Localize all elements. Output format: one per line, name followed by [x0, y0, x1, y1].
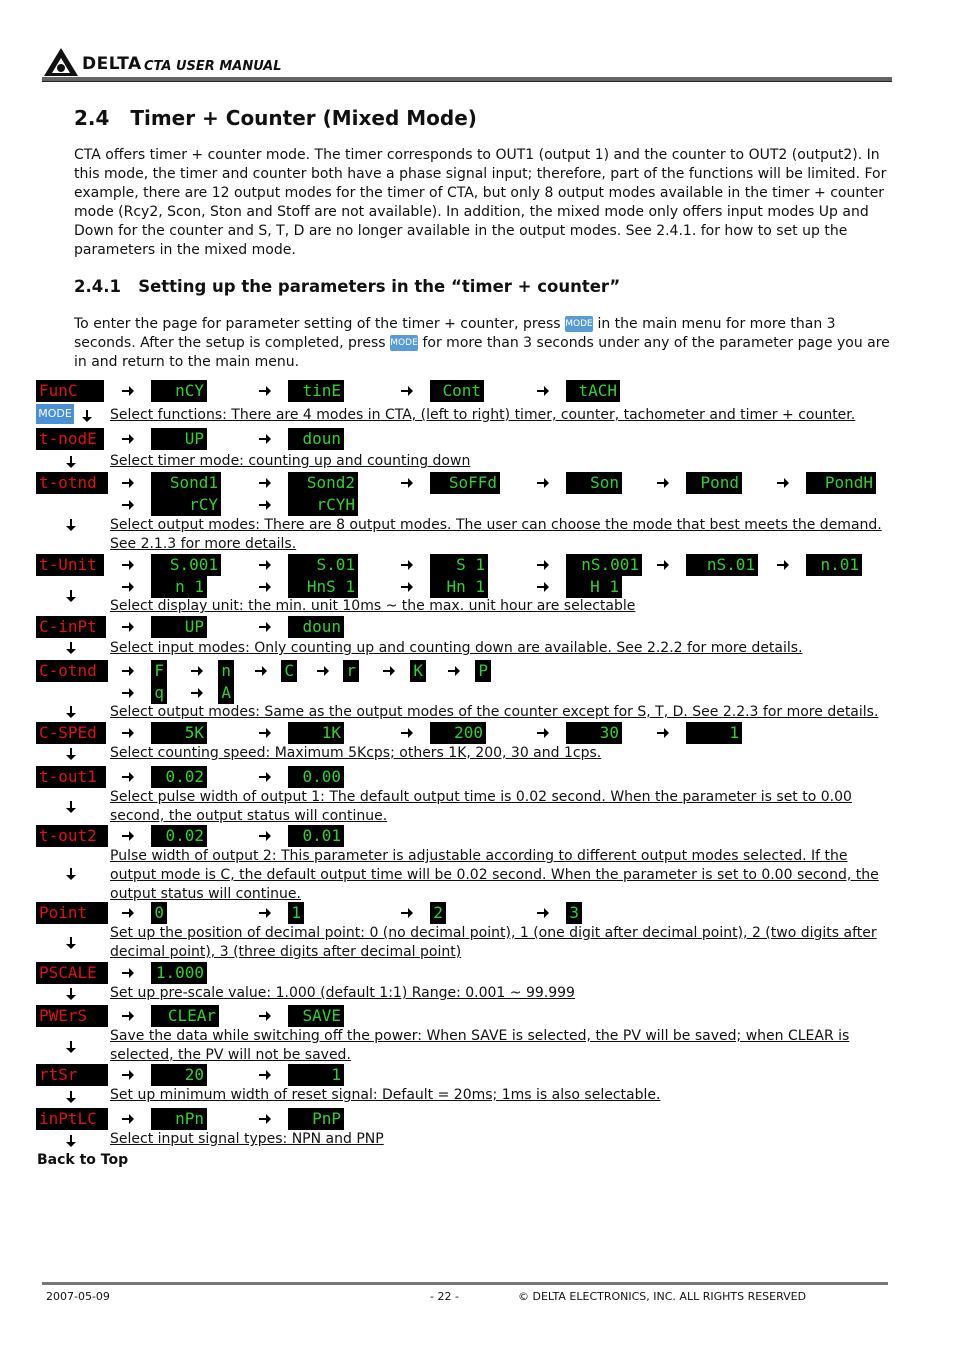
right-arrow-icon: [382, 664, 396, 678]
setup-text-3: for more than 3 seconds under any of the parameter page you are in and return to the main menu.: [74, 335, 890, 370]
description-d8: Select pulse width of output 1: The default output time is 0.02 second. When the parameter is set to 0.00 second, the output status will continue.: [110, 789, 852, 824]
right-arrow-icon: [776, 476, 790, 490]
right-arrow-icon: [536, 384, 550, 398]
description-d3: Select output modes: There are 8 output modes. The user can choose the mode that best meets the demand. See 2.1.3 for more details.: [110, 517, 882, 552]
right-arrow-icon: [121, 620, 135, 634]
display-s001: S.001: [151, 554, 221, 576]
down-arrow-icon: [66, 589, 76, 603]
display-down1: doun: [288, 428, 344, 450]
description-d6: Select output modes: Same as the output modes of the counter except for S, T, D. See 2.2.3 for more details.: [110, 704, 879, 720]
right-arrow-icon: [258, 558, 272, 572]
display-rcyh: rCYH: [288, 494, 358, 516]
display-Cont: Cont: [430, 380, 484, 402]
right-arrow-icon: [121, 906, 135, 920]
description-d11: Set up pre-scale value: 1.000 (default 1:1) Range: 0.001 ~ 99.999: [110, 985, 575, 1001]
right-arrow-icon: [776, 558, 790, 572]
display-f: F: [151, 660, 167, 682]
setup-text-2: in the main menu for more than 3 seconds. After the setup is completed, press: [74, 316, 836, 351]
display-son: Son: [566, 472, 622, 494]
display-point: Point: [36, 902, 108, 924]
subsection-title: 2.4.1 Setting up the parameters in the “timer + counter”: [74, 277, 621, 296]
display-inplc: inPtLC: [36, 1108, 108, 1130]
down-arrow-icon: [66, 936, 76, 950]
display-ms01: nS.01: [686, 554, 758, 576]
display-c: C: [281, 660, 297, 682]
down-arrow-icon: [66, 641, 76, 655]
right-arrow-icon: [121, 1112, 135, 1126]
display-coutmd: C-otnd: [36, 660, 108, 682]
description-d4: Select display unit: the min. unit 10ms ~ the max. unit hour are selectable: [110, 598, 636, 614]
display-rtsr: rtSr: [36, 1064, 108, 1086]
display-hm1: Hn 1: [430, 576, 488, 598]
right-arrow-icon: [121, 580, 135, 594]
description-d7: Select counting speed: Maximum 5Kcps; others 1K, 200, 30 and 1cps.: [110, 745, 602, 761]
mode-key-icon: MODE: [565, 316, 593, 332]
display-30: 30: [566, 722, 622, 744]
description-d1: Select functions: There are 4 modes in CTA, (left to right) timer, counter, tachometer and timer + counter.: [110, 407, 856, 423]
display-soffd: SoFFd: [430, 472, 500, 494]
right-arrow-icon: [121, 770, 135, 784]
display-k: K: [410, 660, 426, 682]
display-nCY: nCY: [151, 380, 207, 402]
right-arrow-icon: [190, 664, 204, 678]
right-arrow-icon: [121, 686, 135, 700]
display-pscale: PSCALE: [36, 962, 108, 984]
right-arrow-icon: [536, 580, 550, 594]
display-n: n: [218, 660, 234, 682]
down-arrow-icon: [66, 867, 76, 881]
manual-title: CTA USER MANUAL: [144, 59, 282, 74]
down-arrow-icon: [66, 747, 76, 761]
mode-button[interactable]: MODE: [36, 404, 74, 424]
right-arrow-icon: [656, 558, 670, 572]
right-arrow-icon: [258, 770, 272, 784]
display-tmode: t-nodE: [36, 428, 104, 450]
description-d9: Pulse width of output 2: This parameter is adjustable according to different output modes selected. If the output mode is C, the default output time will be 0.02 second. When the parameter is set to 0.00 second, the output status will continue.: [110, 848, 879, 902]
right-arrow-icon: [400, 558, 414, 572]
right-arrow-icon: [258, 906, 272, 920]
right-arrow-icon: [258, 620, 272, 634]
display-func: FunC: [36, 380, 104, 402]
right-arrow-icon: [258, 1009, 272, 1023]
right-arrow-icon: [121, 558, 135, 572]
display-a: A: [218, 682, 234, 704]
display-q: q: [151, 682, 167, 704]
display-001b: 0.01: [288, 825, 344, 847]
display-s1: S 1: [430, 554, 488, 576]
display-cspd: C-SPEd: [36, 722, 106, 744]
right-arrow-icon: [121, 498, 135, 512]
down-arrow-icon: [66, 1090, 76, 1104]
right-arrow-icon: [258, 1112, 272, 1126]
down-arrow-icon: [66, 455, 76, 469]
delta-logo-icon: [42, 46, 80, 78]
display-p1: 1: [288, 902, 304, 924]
down-arrow-icon: [66, 518, 76, 532]
description-d2: Select timer mode: counting up and counting down: [110, 453, 471, 469]
right-arrow-icon: [400, 580, 414, 594]
display-sond2: Sond2: [288, 472, 358, 494]
display-1000: 1.000: [151, 962, 207, 984]
right-arrow-icon: [536, 906, 550, 920]
display-1: 1: [686, 722, 742, 744]
display-tACH: tACH: [566, 380, 620, 402]
display-1ms: 1: [288, 1064, 344, 1086]
display-toutmd: t-otnd: [36, 472, 108, 494]
mode-key-icon: MODE: [390, 335, 418, 351]
right-arrow-icon: [258, 432, 272, 446]
display-pnp: PnP: [288, 1108, 344, 1130]
display-002b: 0.02: [151, 825, 207, 847]
down-arrow-icon: [66, 1040, 76, 1054]
brand-name: DELTA: [82, 54, 142, 74]
display-clear: CLEAr: [151, 1005, 219, 1027]
right-arrow-icon: [536, 726, 550, 740]
right-arrow-icon: [121, 476, 135, 490]
right-arrow-icon: [258, 580, 272, 594]
display-sond1: Sond1: [151, 472, 221, 494]
right-arrow-icon: [258, 1068, 272, 1082]
right-arrow-icon: [258, 384, 272, 398]
display-tinE: tinE: [288, 380, 344, 402]
footer-date: 2007-05-09: [46, 1290, 110, 1303]
display-cinpt: C-inPt: [36, 616, 106, 638]
display-up2: UP: [151, 616, 207, 638]
display-m1: n 1: [151, 576, 207, 598]
display-r: r: [343, 660, 359, 682]
display-1k: 1K: [288, 722, 344, 744]
display-s01: S.01: [288, 554, 358, 576]
display-pwers: PWErS: [36, 1005, 108, 1027]
right-arrow-icon: [656, 726, 670, 740]
right-arrow-icon: [121, 384, 135, 398]
display-npn: nPn: [151, 1108, 207, 1130]
header-rule: [42, 77, 892, 82]
right-arrow-icon: [536, 476, 550, 490]
down-arrow-icon: [66, 987, 76, 1001]
right-arrow-icon: [121, 1009, 135, 1023]
footer-page-number: - 22 -: [430, 1290, 459, 1303]
footer-rule: [42, 1282, 888, 1285]
section-title: 2.4 Timer + Counter (Mixed Mode): [74, 106, 477, 130]
down-arrow-icon: [82, 409, 92, 423]
display-tout2: t-out2: [36, 825, 108, 847]
right-arrow-icon: [121, 726, 135, 740]
right-arrow-icon: [121, 829, 135, 843]
display-p3: 3: [566, 902, 582, 924]
display-h1: H 1: [566, 576, 622, 598]
display-hms1: HnS 1: [288, 576, 358, 598]
right-arrow-icon: [400, 726, 414, 740]
description-d13: Set up minimum width of reset signal: Default = 20ms; 1ms is also selectable.: [110, 1087, 661, 1103]
setup-text-1: To enter the page for parameter setting of the timer + counter, press: [74, 316, 561, 332]
right-arrow-icon: [254, 664, 268, 678]
right-arrow-icon: [536, 558, 550, 572]
page-header: [42, 42, 892, 82]
down-arrow-icon: [66, 800, 76, 814]
right-arrow-icon: [190, 686, 204, 700]
display-000a: 0.00: [288, 766, 344, 788]
setup-paragraph: [74, 315, 896, 372]
right-arrow-icon: [121, 966, 135, 980]
back-to-top-link[interactable]: Back to Top: [37, 1152, 129, 1168]
right-arrow-icon: [316, 664, 330, 678]
right-arrow-icon: [258, 498, 272, 512]
description-d14: Select input signal types: NPN and PNP: [110, 1131, 384, 1147]
right-arrow-icon: [121, 664, 135, 678]
display-200: 200: [430, 722, 486, 744]
display-tout1: t-out1: [36, 766, 106, 788]
display-002a: 0.02: [151, 766, 207, 788]
right-arrow-icon: [400, 906, 414, 920]
display-p0: 0: [151, 902, 167, 924]
description-d10: Set up the position of decimal point: 0 (no decimal point), 1 (one digit after decimal point), 2 (two digits after decimal point), 3 (three digits after decimal point): [110, 925, 877, 960]
display-20: 20: [151, 1064, 207, 1086]
right-arrow-icon: [447, 664, 461, 678]
display-ms001: nS.001: [566, 554, 642, 576]
display-m01: n.01: [806, 554, 862, 576]
right-arrow-icon: [258, 829, 272, 843]
display-tunit: t-Unit: [36, 554, 104, 576]
right-arrow-icon: [400, 384, 414, 398]
right-arrow-icon: [121, 432, 135, 446]
right-arrow-icon: [656, 476, 670, 490]
intro-paragraph: CTA offers timer + counter mode. The timer corresponds to OUT1 (output 1) and the counter to OUT2 (output2). In this mode, the timer and counter both have a phase signal input; therefore, part of the functions will be limited. For example, there are 12 output modes for the timer of CTA, but only 8 output modes available in the timer + counter mode (Rcy2, Scon, Ston and Stoff are not available). In addition, the mixed mode only offers input modes Up and Down for the counter and S, T, D are no longer available in the output modes. See 2.4.1. for how to set up the parameters in the mixed mode.: [74, 147, 887, 258]
right-arrow-icon: [121, 1068, 135, 1082]
display-save: SAVE: [288, 1005, 344, 1027]
display-up1: UP: [151, 428, 207, 450]
description-d12: Save the data while switching off the power: When SAVE is selected, the PV will be saved; when CLEAR is selected, the PV will not be saved.: [110, 1028, 850, 1063]
footer-copyright: © DELTA ELECTRONICS, INC. ALL RIGHTS RESERVED: [518, 1290, 807, 1303]
right-arrow-icon: [258, 476, 272, 490]
display-p: P: [475, 660, 491, 682]
display-rcy: rCY: [151, 494, 221, 516]
display-pondh: PondH: [806, 472, 876, 494]
down-arrow-icon: [66, 705, 76, 719]
description-d5: Select input modes: Only counting up and counting down are available. See 2.2.2 for more details.: [110, 640, 803, 656]
display-pond: Pond: [686, 472, 742, 494]
down-arrow-icon: [66, 1134, 76, 1148]
display-down2: doun: [288, 616, 344, 638]
right-arrow-icon: [400, 476, 414, 490]
right-arrow-icon: [258, 726, 272, 740]
display-sk: 5K: [151, 722, 207, 744]
display-p2: 2: [430, 902, 446, 924]
